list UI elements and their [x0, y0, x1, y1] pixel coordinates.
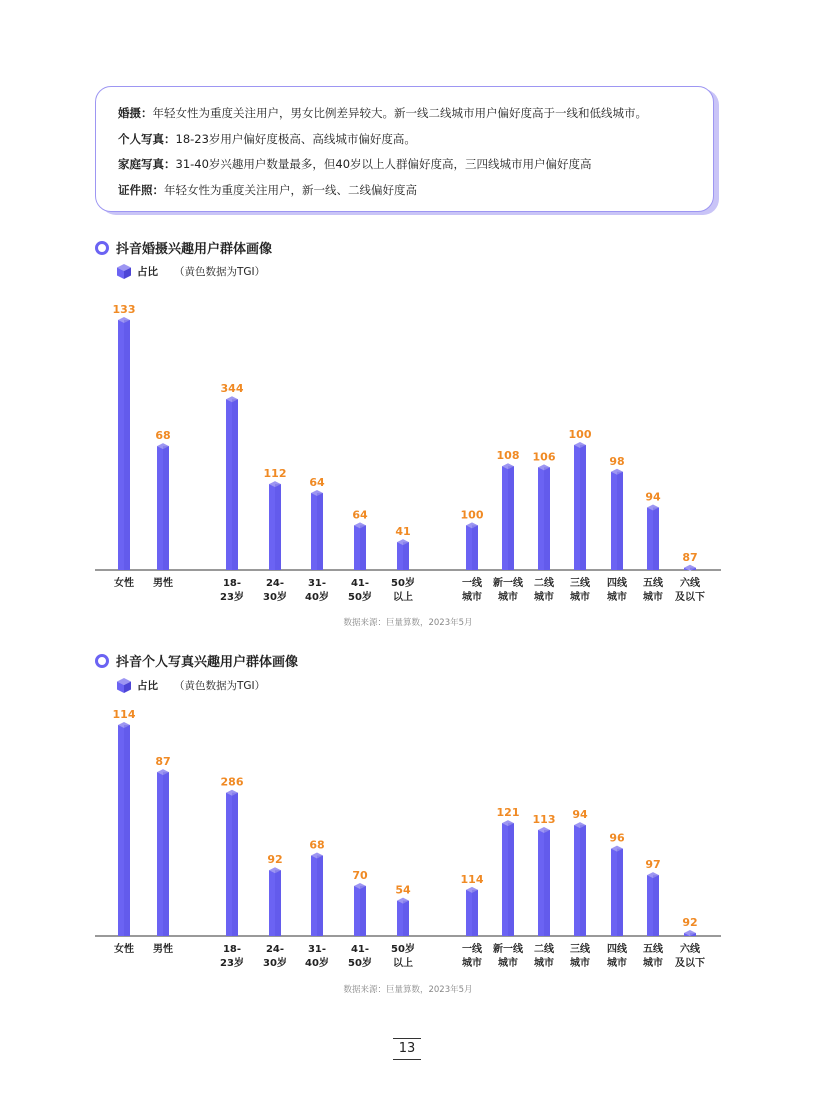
category-label: 城市 [534, 592, 554, 603]
bar-shade [124, 725, 130, 936]
bar-shade [472, 890, 478, 936]
category-label: 五线 [643, 578, 663, 589]
category-label: 及以下 [675, 592, 705, 603]
category-label: 50岁 [391, 578, 415, 589]
category-label: 30岁 [263, 958, 287, 969]
category-label: 18- [222, 578, 242, 589]
cube-icon [117, 678, 131, 693]
chart1-legend [117, 264, 265, 279]
bar-shade [163, 772, 169, 936]
bar-shade [580, 825, 586, 936]
summary-line-wedding: 婚摄：年轻女性为重度关注用户，男女比例差异较大。新一线二线城市用户偏好度高于一线和低线城市。 [118, 106, 647, 120]
summary-line-id-photo: 证件照：年轻女性为重度关注用户，新一线、二线偏好度高 [118, 182, 417, 197]
chart1-title [95, 238, 272, 257]
legend-label: 占比 [137, 680, 158, 692]
category-label: 城市 [498, 592, 518, 603]
category-label: 一线 [462, 944, 482, 955]
category-label: 30岁 [263, 592, 287, 603]
bar-shade [403, 542, 409, 570]
summary-line-portrait: 个人写真：18-23岁用户偏好度极高、高线城市偏好度高。 [118, 131, 416, 146]
value-label: 97 [645, 858, 661, 872]
value-label: 113 [532, 813, 556, 827]
bar-shade [232, 793, 238, 936]
category-label: 城市 [534, 958, 554, 969]
category-label: 50岁 [391, 944, 415, 955]
chart2-title [95, 651, 298, 670]
value-label: 54 [395, 883, 411, 897]
value-label: 100 [568, 428, 592, 441]
bar-shade [690, 568, 696, 570]
category-label: 三线 [570, 578, 590, 589]
value-label: 286 [220, 775, 244, 789]
value-label: 87 [155, 755, 171, 769]
category-label: 男性 [153, 578, 173, 589]
value-label: 114 [460, 872, 484, 886]
bar-shade [163, 446, 169, 570]
category-label: 城市 [607, 958, 627, 969]
category-label: 四线 [607, 578, 627, 589]
category-label: 及以下 [675, 958, 705, 969]
category-label: 二线 [534, 578, 554, 589]
category-label: 23岁 [220, 958, 244, 969]
category-label: 以上 [393, 592, 413, 603]
chart2-legend [117, 678, 265, 693]
cube-icon [117, 264, 131, 279]
value-label: 68 [309, 838, 325, 852]
bar-shade [317, 493, 323, 570]
chart2-title-text: 抖音个人写真兴趣用户群体画像 [116, 655, 299, 670]
value-label: 92 [682, 916, 698, 930]
category-label: 新一线 [493, 944, 523, 955]
bar-shade [617, 472, 623, 570]
chart2-plot [0, 706, 816, 976]
category-label: 城市 [607, 592, 627, 603]
bar-shade [360, 886, 366, 936]
category-label: 41- [350, 944, 370, 955]
bar-shade [360, 525, 366, 570]
bar-shade [690, 933, 696, 936]
category-label: 41- [350, 578, 370, 589]
category-label: 城市 [462, 958, 482, 969]
value-label: 98 [609, 454, 625, 468]
ring-icon [95, 654, 109, 668]
value-label: 114 [112, 708, 136, 721]
bar-shade [653, 508, 659, 571]
value-label: 94 [572, 808, 588, 822]
category-label: 二线 [534, 944, 554, 955]
category-label: 50岁 [348, 592, 372, 603]
value-label: 112 [263, 467, 287, 481]
bar-shade [124, 320, 130, 570]
page-number: 13 [393, 1038, 421, 1060]
value-label: 106 [532, 450, 556, 464]
bar-shade [275, 870, 281, 936]
value-label: 70 [352, 868, 368, 882]
value-label: 64 [352, 508, 368, 522]
category-label: 23岁 [220, 592, 244, 603]
value-label: 133 [112, 303, 136, 316]
category-label: 24- [265, 944, 285, 955]
bar-shade [403, 901, 409, 936]
value-label: 344 [220, 382, 244, 396]
category-label: 三线 [570, 944, 590, 955]
category-label: 40岁 [305, 958, 329, 969]
category-label: 31- [307, 578, 327, 589]
bar-shade [653, 875, 659, 936]
value-label: 41 [395, 525, 411, 539]
value-label: 100 [460, 508, 484, 522]
chart1-plot [0, 296, 816, 608]
category-label: 四线 [607, 944, 627, 955]
category-label: 女性 [114, 578, 134, 589]
bar-shade [544, 830, 550, 936]
bar-shade [508, 466, 514, 570]
category-label: 六线 [680, 944, 700, 955]
category-label: 五线 [643, 944, 663, 955]
value-label: 94 [645, 490, 661, 504]
category-label: 城市 [570, 592, 590, 603]
value-label: 64 [309, 475, 325, 489]
bar-shade [508, 823, 514, 936]
category-label: 24- [265, 578, 285, 589]
bar-shade [617, 849, 623, 936]
bar-shade [580, 445, 586, 570]
bar-shade [544, 467, 550, 570]
bar-shade [472, 525, 478, 570]
value-label: 68 [155, 429, 171, 443]
value-label: 87 [682, 550, 698, 564]
category-label: 以上 [393, 958, 413, 969]
summary-line-family: 家庭写真：31-40岁兴趣用户数量最多，但40岁以上人群偏好度高，三四线城市用户偏好度高 [118, 157, 592, 171]
category-label: 一线 [462, 578, 482, 589]
category-label: 31- [307, 944, 327, 955]
category-label: 城市 [570, 958, 590, 969]
bar-shade [232, 399, 238, 570]
legend-note: （黄色数据为TGI） [174, 266, 266, 278]
legend-label: 占比 [137, 266, 158, 278]
category-label: 六线 [680, 578, 700, 589]
chart1-title-text: 抖音婚摄兴趣用户群体画像 [116, 242, 273, 257]
value-label: 92 [267, 853, 283, 867]
value-label: 121 [496, 806, 520, 820]
value-label: 108 [496, 449, 520, 463]
chart2-source: 数据来源：巨量算数，2023年5月 [343, 985, 473, 995]
category-label: 50岁 [348, 958, 372, 969]
category-label: 40岁 [305, 592, 329, 603]
category-label: 新一线 [493, 578, 523, 589]
chart1-source: 数据来源：巨量算数，2023年5月 [343, 618, 473, 628]
category-label: 城市 [643, 592, 663, 603]
category-label: 城市 [643, 958, 663, 969]
category-label: 男性 [153, 944, 173, 955]
category-label: 城市 [498, 958, 518, 969]
bar-shade [275, 484, 281, 570]
value-label: 96 [609, 831, 625, 845]
category-label: 18- [222, 944, 242, 955]
ring-icon [95, 241, 109, 255]
legend-note: （黄色数据为TGI） [174, 680, 266, 692]
bar-shade [317, 856, 323, 936]
category-label: 城市 [462, 592, 482, 603]
category-label: 女性 [114, 944, 134, 955]
summary-box [95, 86, 714, 212]
